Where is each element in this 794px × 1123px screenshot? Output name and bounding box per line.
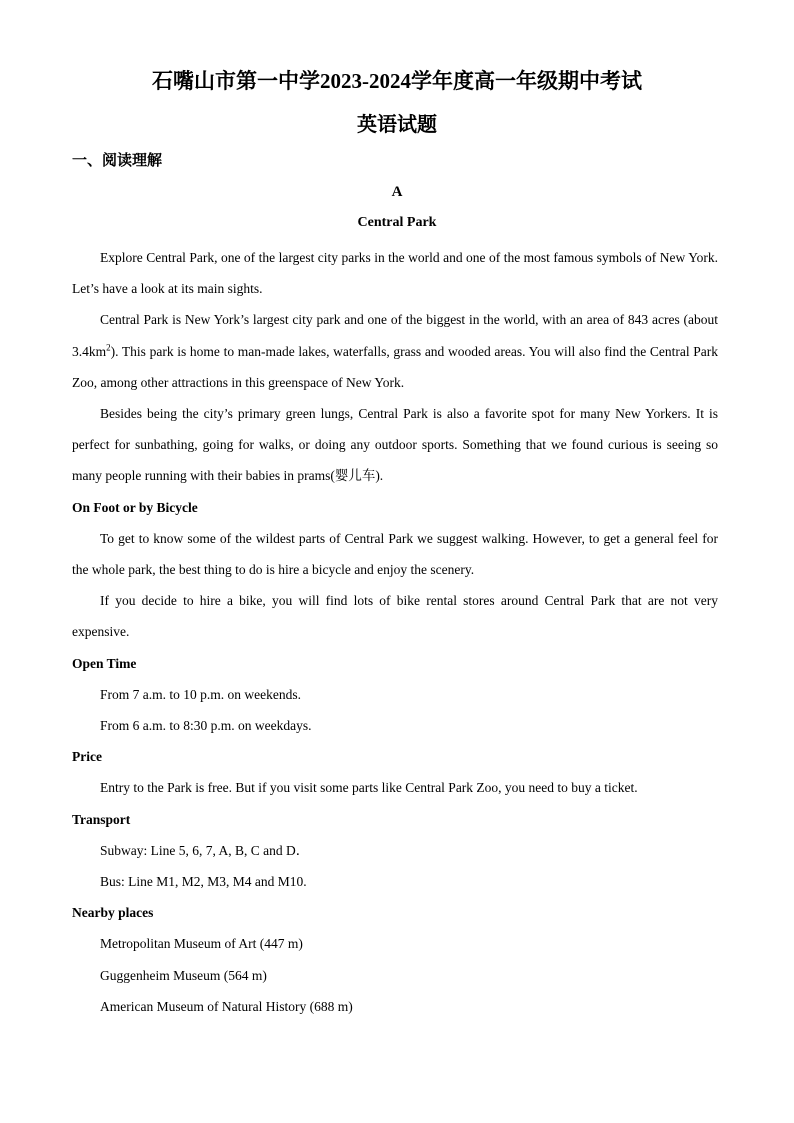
heading-transport: Transport xyxy=(72,811,131,827)
heading-foot-bicycle: On Foot or by Bicycle xyxy=(72,499,198,515)
exam-subtitle: 英语试题 xyxy=(357,114,437,136)
nearby-guggenheim: Guggenheim Museum (564 m) xyxy=(100,967,267,983)
passage-letter: A xyxy=(391,184,403,200)
superscript-2: 2 xyxy=(106,342,111,353)
nearby-natural-history: American Museum of Natural History (688 m) xyxy=(100,998,353,1014)
open-time-weekends: From 7 a.m. to 10 p.m. on weekends. xyxy=(100,686,301,702)
transport-bus: Bus: Line M1, M2, M3, M4 and M10. xyxy=(100,874,307,890)
nearby-metropolitan: Metropolitan Museum of Art (447 m) xyxy=(100,936,303,952)
paragraph-area-text-2: ). This park is home to man-made lakes, waterfalls, grass and wooded areas. You will also find the Central Park Zoo, among other attractions in this greenspace of New York. xyxy=(72,343,718,390)
paragraph-walking: To get to know some of the wildest parts of Central Park we suggest walking. However, to get a general feel for the whole park, the best thing to do is hire a bicycle and enjoy the scenery. xyxy=(72,530,718,578)
heading-price: Price xyxy=(72,749,102,765)
exam-title: 石嘴山市第一中学2023-2024学年度高一年级期中考试 xyxy=(152,69,642,93)
passage-title: Central Park xyxy=(357,215,437,230)
section-heading: 一、阅读理解 xyxy=(72,153,163,169)
price-info: Entry to the Park is free. But if you visit some parts like Central Park Zoo, you need to buy a ticket. xyxy=(100,780,638,796)
paragraph-area xyxy=(72,304,718,398)
heading-nearby-places: Nearby places xyxy=(72,905,154,921)
paragraph-intro: Explore Central Park, one of the largest city parks in the world and one of the most famous symbols of New York. Let’s have a look at its main sights. xyxy=(72,250,718,297)
paragraph-bike-rental: If you decide to hire a bike, you will find lots of bike rental stores around Central Park that are not very expensive. xyxy=(72,593,718,640)
paragraph-area-text-1: Central Park is New York’s largest city park and one of the biggest in the world, with an area of 843 acres (about 3.4km xyxy=(72,312,718,359)
paragraph-favorite-spot: Besides being the city’s primary green lungs, Central Park is also a favorite spot for many New Yorkers. It is perfect for sunbathing, going for walks, or doing any outdoor sports. Something that we found curious is seeing so many people running with their babies in prams(婴儿车). xyxy=(72,406,718,484)
passage-body xyxy=(72,242,718,1022)
heading-open-time: Open Time xyxy=(72,655,137,671)
open-time-weekdays: From 6 a.m. to 8:30 p.m. on weekdays. xyxy=(100,718,312,734)
transport-subway: Subway: Line 5, 6, 7, A, B, C and D． xyxy=(100,842,310,858)
